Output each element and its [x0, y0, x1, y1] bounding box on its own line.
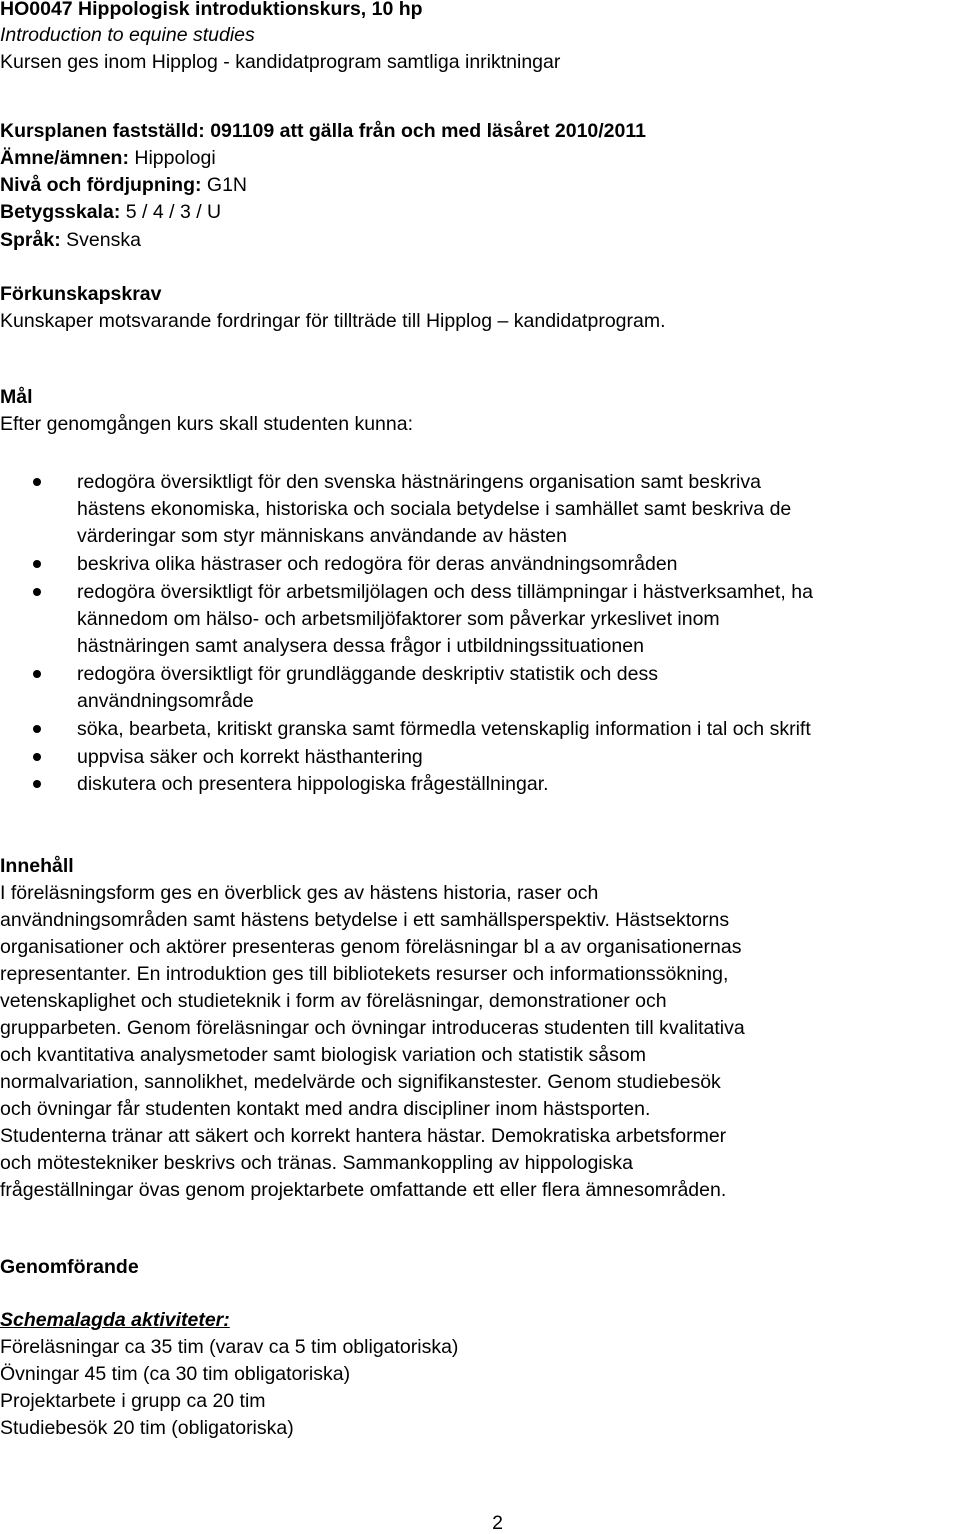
bullet-icon	[33, 780, 41, 788]
goal-item-line: hästnäringen samt analysera dessa frågor i utbildningssituationen	[77, 635, 644, 657]
grading-line	[0, 199, 221, 226]
goals-intro: Efter genomgången kurs skall studenten kunna:	[0, 413, 414, 435]
activity-line: Föreläsningar ca 35 tim (varav ca 5 tim obligatoriska)	[0, 1336, 459, 1358]
content-line: normalvariation, sannolikhet, medelvärde och signifikanstester. Genom studiebesök	[0, 1071, 721, 1093]
grading-value: 5 / 4 / 3 / U	[125, 201, 222, 223]
established-line: Kursplanen fastställd: 091109 att gälla från och med läsåret 2010/2011	[0, 120, 646, 142]
content-line: och övningar får studenten kontakt med andra discipliner inom hästsporten.	[0, 1098, 651, 1120]
activity-line: Övningar 45 tim (ca 30 tim obligatoriska)	[0, 1363, 351, 1385]
goal-item-line: redogöra översiktligt för arbetsmiljölagen och dess tillämpningar i hästverksamhet, ha	[77, 581, 813, 603]
bullet-icon	[33, 588, 41, 596]
bullet-icon	[33, 753, 41, 761]
goal-item-line: hästens ekonomiska, historiska och sociala betydelse i samhället samt beskriva de	[77, 498, 792, 520]
goal-item-line: söka, bearbeta, kritiskt granska samt förmedla vetenskaplig information i tal och skrift	[77, 718, 811, 740]
bullet-icon	[33, 725, 41, 733]
prerequisites-heading: Förkunskapskrav	[0, 283, 162, 305]
subject-line	[0, 145, 216, 172]
course-title: HO0047 Hippologisk introduktionskurs, 10 hp	[0, 0, 423, 20]
activity-line: Studiebesök 20 tim (obligatoriska)	[0, 1417, 294, 1439]
goal-item-line: beskriva olika hästraser och redogöra för deras användningsområden	[77, 553, 678, 575]
implementation-heading: Genomförande	[0, 1256, 139, 1278]
goals-heading: Mål	[0, 386, 33, 408]
english-title: Introduction to equine studies	[0, 24, 255, 46]
prerequisites-text: Kunskaper motsvarande fordringar för tillträde till Hipplog – kandidatprogram.	[0, 310, 666, 332]
content-line: grupparbeten. Genom föreläsningar och övningar introduceras studenten till kvalitativa	[0, 1017, 745, 1039]
goal-item-line: uppvisa säker och korrekt hästhantering	[77, 746, 423, 768]
bullet-icon	[33, 478, 41, 486]
program-line: Kursen ges inom Hipplog - kandidatprogram samtliga inriktningar	[0, 51, 561, 73]
activity-line: Projektarbete i grupp ca 20 tim	[0, 1390, 266, 1412]
level-line	[0, 172, 247, 199]
content-heading: Innehåll	[0, 855, 74, 877]
bullet-icon	[33, 560, 41, 568]
page-number: 2	[492, 1512, 503, 1534]
grading-label: Betygsskala:	[0, 201, 121, 223]
level-value: G1N	[206, 174, 248, 196]
language-line	[0, 227, 141, 254]
goal-item-line: användningsområde	[77, 690, 254, 712]
content-line: och kvantitativa analysmetoder samt biologisk variation och statistik såsom	[0, 1044, 646, 1066]
scheduled-heading: Schemalagda aktiviteter:	[0, 1309, 230, 1331]
content-line: organisationer och aktörer presenteras genom föreläsningar bl a av organisationernas	[0, 936, 742, 958]
content-line: och mötestekniker beskrivs och tränas. Sammankoppling av hippologiska	[0, 1152, 633, 1174]
subject-value: Hippologi	[134, 147, 216, 169]
goal-item-line: värderingar som styr människans användande av hästen	[77, 525, 567, 547]
level-label: Nivå och fördjupning:	[0, 174, 202, 196]
content-line: representanter. En introduktion ges till bibliotekets resurser och informationssökning,	[0, 963, 729, 985]
content-line: Studenterna tränar att säkert och korrekt hantera hästar. Demokratiska arbetsformer	[0, 1125, 727, 1147]
goal-item-line: kännedom om hälso- och arbetsmiljöfaktorer som påverkar yrkeslivet inom	[77, 608, 720, 630]
content-line: I föreläsningsform ges en överblick ges av hästens historia, raser och	[0, 882, 599, 904]
content-line: frågeställningar övas genom projektarbete omfattande ett eller flera ämnesområden.	[0, 1179, 727, 1201]
goal-item-line: diskutera och presentera hippologiska frågeställningar.	[77, 773, 549, 795]
language-label: Språk:	[0, 229, 61, 251]
subject-label: Ämne/ämnen:	[0, 147, 129, 169]
content-line: vetenskaplighet och studieteknik i form av föreläsningar, demonstrationer och	[0, 990, 667, 1012]
goal-item-line: redogöra översiktligt för den svenska hästnäringens organisation samt beskriva	[77, 471, 761, 493]
content-line: användningsområden samt hästens betydelse i ett samhällsperspektiv. Hästsektorns	[0, 909, 730, 931]
goal-item-line: redogöra översiktligt för grundläggande deskriptiv statistik och dess	[77, 663, 658, 685]
language-value: Svenska	[66, 229, 141, 251]
bullet-icon	[33, 670, 41, 678]
